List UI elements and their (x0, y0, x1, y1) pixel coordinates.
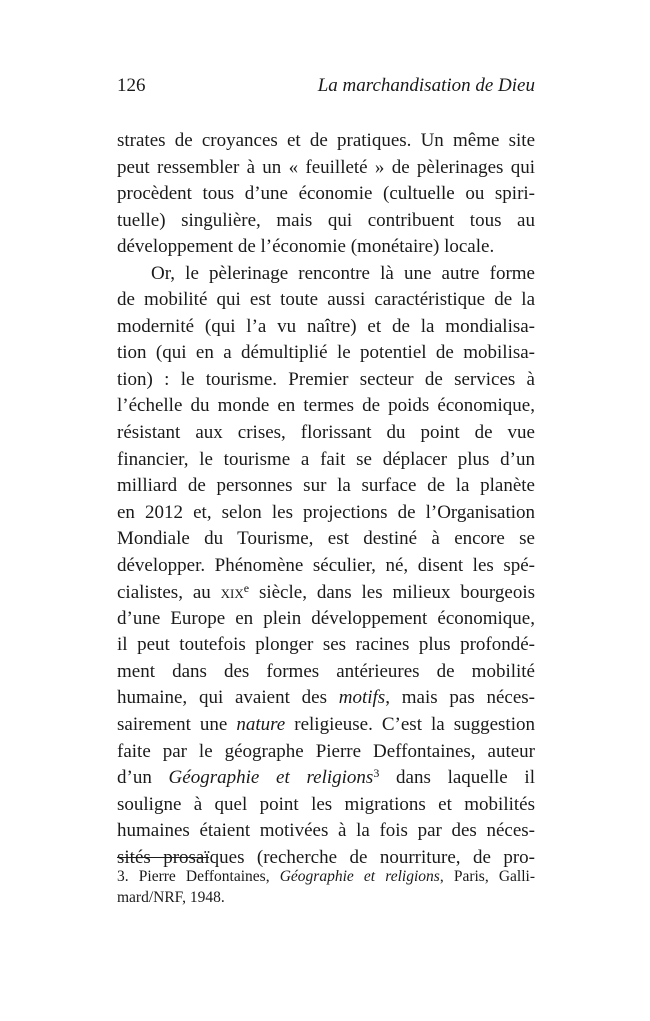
text-line: tion (qui en a démultiplié le potentiel de mobilisa- (117, 342, 535, 364)
text-line: de mobilité qui est toute aussi caractéristique de la (117, 289, 535, 311)
footnote-divider (117, 857, 209, 858)
text-segment: , Paris, Galli- (439, 868, 536, 885)
text-segment: humaine, qui avaient des (117, 687, 339, 709)
book-title: La marchandisation de Dieu (317, 75, 535, 96)
text-line: strates de croyances et de pratiques. Un même site (117, 130, 535, 151)
century-superscript: e (243, 581, 250, 596)
footnote-line (117, 866, 535, 887)
text-segment: , mais pas néces- (385, 687, 536, 709)
text-line: sités prosaïques (recherche de nourriture, de pro- (117, 846, 535, 868)
text-line: développement de l’économie (monétaire) locale. (117, 236, 495, 258)
italic-term: nature (236, 714, 286, 736)
text-segment: sairement une (117, 714, 237, 736)
text-line (117, 765, 535, 792)
text-line (117, 685, 535, 712)
text-line: faite par le géographe Pierre Deffontaines, auteur (117, 740, 535, 762)
text-line: en 2012 et, selon les projections de l’Organisation (117, 501, 535, 523)
footnote (117, 866, 535, 908)
text-line: modernité (qui l’a vu naître) et de la mondialisa- (117, 315, 535, 337)
century-numeral: xix (220, 582, 244, 603)
text-line: Mondiale du Tourisme, est destiné à encore se (117, 528, 535, 550)
book-page (117, 0, 535, 1021)
text-line: financier, le tourisme a fait se déplacer plus d’un (117, 448, 535, 470)
text-line: souligne à quel point les migrations et mobilités (117, 793, 535, 815)
text-segment: siècle, dans les milieux bourgeois (249, 582, 536, 604)
text-segment: 3. Pierre Deffontaines, (117, 868, 280, 885)
text-line: résistant aux crises, florissant du point de vue (117, 422, 535, 444)
running-head (117, 73, 535, 99)
text-line: procèdent tous d’une économie (cultuelle ou spiri- (117, 183, 535, 205)
text-segment: d’un (117, 767, 169, 789)
text-line: peut ressembler à un « feuilleté » de pèlerinages qui (117, 156, 535, 178)
text-line: ment dans des formes antérieures de mobilité (117, 660, 535, 682)
text-line (117, 712, 535, 739)
italic-term: motifs (338, 687, 386, 709)
text-line: tion) : le tourisme. Premier secteur de services à (117, 368, 535, 390)
text-line: milliard de personnes sur la surface de la planète (117, 475, 535, 497)
text-line: l’échelle du monde en termes de poids économique, (117, 395, 535, 417)
text-line: tuelle) singulière, mais qui contribuent tous au (117, 209, 535, 231)
text-segment: religieuse. C’est la suggestion (285, 714, 535, 736)
text-line: il peut toutefois plonger ses racines plus profondé- (117, 634, 535, 656)
text-segment: cialistes, au (117, 582, 221, 604)
text-line: Or, le pèlerinage rencontre là une autre forme (151, 262, 535, 284)
text-line: d’une Europe en plein développement économique, (117, 607, 535, 629)
body-text (117, 128, 535, 871)
footnote-line: mard/NRF, 1948. (117, 889, 225, 906)
text-line (117, 579, 535, 606)
italic-book-title: Géographie et religions (279, 868, 440, 885)
text-line: humaines étaient motivées à la fois par des néces- (117, 820, 535, 842)
page-number: 126 (117, 75, 146, 96)
footnote-reference: 3 (373, 766, 380, 781)
text-segment: dans laquelle il (379, 767, 535, 789)
italic-book-title: Géographie et religions (168, 767, 374, 789)
text-line: développer. Phénomène séculier, né, disent les spé- (117, 554, 535, 576)
